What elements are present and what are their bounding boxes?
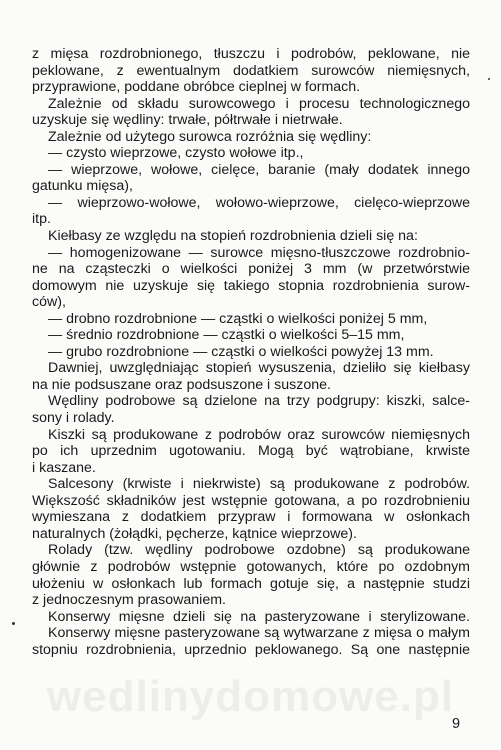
text-line: domowym nie uzyskuje się takiego stopnia rozdrobnienia surow- xyxy=(32,277,470,294)
text-line: Zależnie od składu surowcowego i procesu technologicznego xyxy=(48,95,470,112)
text-line: stopniu rozdrobnienia, uprzednio peklowanego. Są one następnie xyxy=(32,641,470,658)
text-line: z mięsa rozdrobnionego, tłuszczu i podrobów, peklowane, nie xyxy=(32,46,470,62)
text-line: Zależnie od użytego surowca rozróżnia się wędliny: xyxy=(48,128,372,145)
text-line: Dawniej, uwzględniając stopień wysuszenia, dzieliło się kiełbasy xyxy=(48,360,470,377)
text-line: Salcesony (krwiste i niekrwiste) są produkowane z podrobów. xyxy=(48,476,470,493)
print-speck xyxy=(488,78,490,80)
print-speck xyxy=(12,622,15,625)
text-line: Kiełbasy ze względu na stopień rozdrobnienia dzieli się na: xyxy=(48,228,418,245)
text-line: — wieprzowe, wołowe, cielęce, baranie (mały dodatek innego xyxy=(48,161,470,178)
text-line: ułożeniu w osłonkach lub formach gotuje się, a następnie studzi xyxy=(32,575,470,592)
text-line: — czysto wieprzowe, czysto wołowe itp., xyxy=(48,145,304,162)
watermark: wedlinydomowe.pl xyxy=(46,672,455,721)
body-text xyxy=(32,46,470,658)
text-line: gatunku mięsa), xyxy=(32,178,133,195)
text-line: sony i rolady. xyxy=(32,410,115,427)
page-number: 9 xyxy=(452,716,461,732)
text-line: z jednoczesnym prasowaniem. xyxy=(32,592,226,609)
text-line: Konserwy mięsne dzieli się na pasteryzowane i sterylizowane. xyxy=(48,608,470,625)
text-line: ców), xyxy=(32,294,66,311)
text-line: i kaszane. xyxy=(32,459,96,476)
text-line: Konserwy mięsne pasteryzowane są wytwarzane z mięsa o małym xyxy=(48,625,470,642)
text-line: — wieprzowo-wołowe, wołowo-wieprzowe, cielęco-wieprzowe xyxy=(48,194,470,211)
text-line: ne na cząsteczki o wielkości poniżej 3 mm (w przetwórstwie xyxy=(32,261,470,278)
text-line: Rolady (tzw. wędliny podrobowe ozdobne) są produkowane xyxy=(48,542,470,559)
text-line: Kiszki są produkowane z podrobów oraz surowców niemięsnych xyxy=(48,426,470,443)
text-line: naturalnych (żołądki, pęcherze, kątnice wieprzowe). xyxy=(32,525,357,542)
text-line: — średnio rozdrobnione — cząstki o wielkości 5–15 mm, xyxy=(48,327,405,344)
text-line: głównie z podrobów wstępnie gotowanych, które po ozdobnym xyxy=(32,558,470,575)
text-line: peklowane, z ewentualnym dodatkiem surowców niemięsnych, xyxy=(32,62,470,79)
text-line: — grubo rozdrobnione — cząstki o wielkości powyżej 13 mm. xyxy=(48,343,434,360)
text-line: przyprawione, poddane obróbce cieplnej w formach. xyxy=(32,79,361,96)
text-line: na nie podsuszane oraz podsuszone i suszone. xyxy=(32,376,331,393)
text-line: Wędliny podrobowe są dzielone na trzy podgrupy: kiszki, salce- xyxy=(48,393,470,410)
text-line: — homogenizowane — surowce mięsno-tłuszczowe rozdrobnio- xyxy=(48,244,470,261)
text-line: — drobno rozdrobnione — cząstki o wielkości poniżej 5 mm, xyxy=(48,310,428,327)
text-line: wymieszana z dodatkiem przypraw i formowana w osłonkach xyxy=(32,509,470,526)
text-line: Większość składników jest wstępnie gotowana, a po rozdrobnieniu xyxy=(32,492,470,509)
text-line: uzyskuje się wędliny: trwałe, półtrwałe i nietrwałe. xyxy=(32,112,343,129)
text-line: po ich uprzednim ugotowaniu. Mogą być wątrobiane, krwiste xyxy=(32,443,470,460)
text-line: itp. xyxy=(32,211,51,228)
